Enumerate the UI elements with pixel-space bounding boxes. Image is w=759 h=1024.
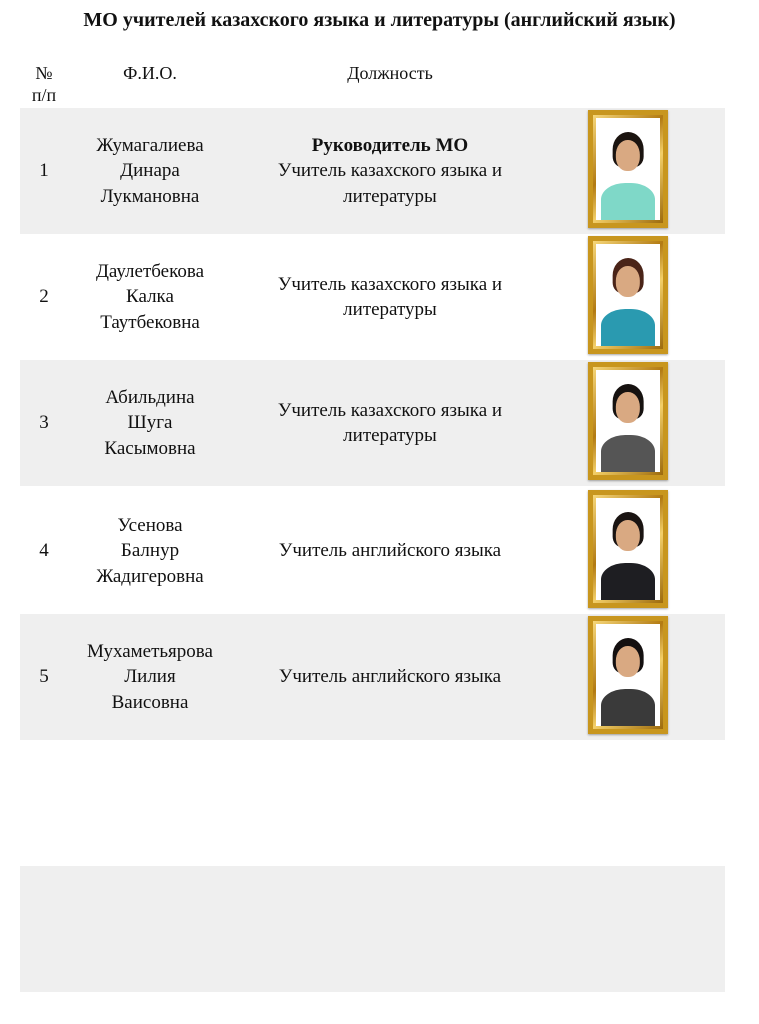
- member-first-name: Динара: [120, 160, 180, 182]
- member-position: [250, 360, 530, 486]
- header-number-line2: п/п: [31, 85, 57, 105]
- member-first-name: Калка: [126, 286, 174, 308]
- row-number: 4: [39, 540, 49, 562]
- member-name: [70, 614, 230, 740]
- member-name: [70, 488, 230, 614]
- member-patronymic: Ваисовна: [111, 691, 189, 713]
- photo-clothing: [601, 309, 655, 346]
- member-patronymic: Жадигеровна: [96, 565, 204, 587]
- position-line: Учитель английского языка: [278, 540, 502, 562]
- position-line: литературы: [343, 299, 437, 320]
- portrait-frame: [588, 110, 668, 228]
- member-first-name: Балнур: [120, 540, 180, 562]
- position-line: Учитель казахского языка и: [277, 399, 503, 421]
- table-row: [20, 234, 725, 360]
- row-number: 3: [39, 412, 49, 434]
- member-name: [70, 108, 230, 234]
- member-first-name: Шуга: [127, 412, 173, 434]
- member-surname: Усенова: [117, 514, 183, 536]
- portrait-frame: [588, 616, 668, 734]
- member-surname: Даулетбекова: [95, 260, 205, 282]
- header-number-line1: №: [35, 63, 53, 83]
- photo-clothing: [601, 435, 655, 472]
- member-patronymic: Таутбековна: [100, 311, 200, 333]
- member-patronymic: Касымовна: [104, 437, 196, 459]
- member-surname: Мухаметьярова: [87, 640, 213, 662]
- member-position: [250, 614, 530, 740]
- position-line: Учитель английского языка: [278, 666, 502, 688]
- photo-face: [616, 392, 640, 423]
- portrait-photo: [596, 498, 660, 600]
- photo-face: [616, 520, 640, 551]
- member-surname: Жумагалиева: [96, 134, 204, 156]
- photo-face: [616, 266, 640, 297]
- photo-clothing: [601, 183, 655, 220]
- header-name: Ф.И.О.: [123, 63, 177, 83]
- photo-clothing: [601, 563, 655, 600]
- table-row: [20, 360, 725, 486]
- photo-clothing: [601, 689, 655, 726]
- table-row: [20, 488, 725, 614]
- portrait-frame: [588, 490, 668, 608]
- portrait-frame: [588, 362, 668, 480]
- page-title: МО учителей казахского языка и литературы (английский язык): [83, 9, 676, 31]
- member-patronymic: Лукмановна: [100, 185, 200, 207]
- position-line: литературы: [343, 185, 437, 207]
- header-position: Должность: [347, 63, 433, 83]
- member-position: [250, 108, 530, 234]
- table-row: [20, 614, 725, 740]
- empty-table-row: [20, 866, 725, 992]
- portrait-frame: [588, 236, 668, 354]
- member-position: [250, 488, 530, 614]
- row-number: 2: [39, 286, 49, 308]
- position-line: Учитель казахского языка и: [277, 160, 503, 182]
- position-line: литературы: [343, 425, 437, 446]
- member-first-name: Лилия: [124, 666, 176, 688]
- member-surname: Абильдина: [105, 386, 195, 408]
- member-name: [70, 360, 230, 486]
- portrait-photo: [596, 118, 660, 220]
- portrait-photo: [596, 244, 660, 346]
- position-line: Учитель казахского языка и: [277, 273, 503, 295]
- photo-face: [616, 646, 640, 677]
- member-name: [70, 234, 230, 360]
- header-number: [22, 62, 66, 106]
- portrait-photo: [596, 370, 660, 472]
- row-number: 1: [39, 160, 49, 182]
- table-row: [20, 108, 725, 234]
- position-title: Руководитель МО: [311, 134, 469, 156]
- row-number: 5: [39, 666, 49, 688]
- member-position: [250, 234, 530, 360]
- photo-face: [616, 140, 640, 171]
- portrait-photo: [596, 624, 660, 726]
